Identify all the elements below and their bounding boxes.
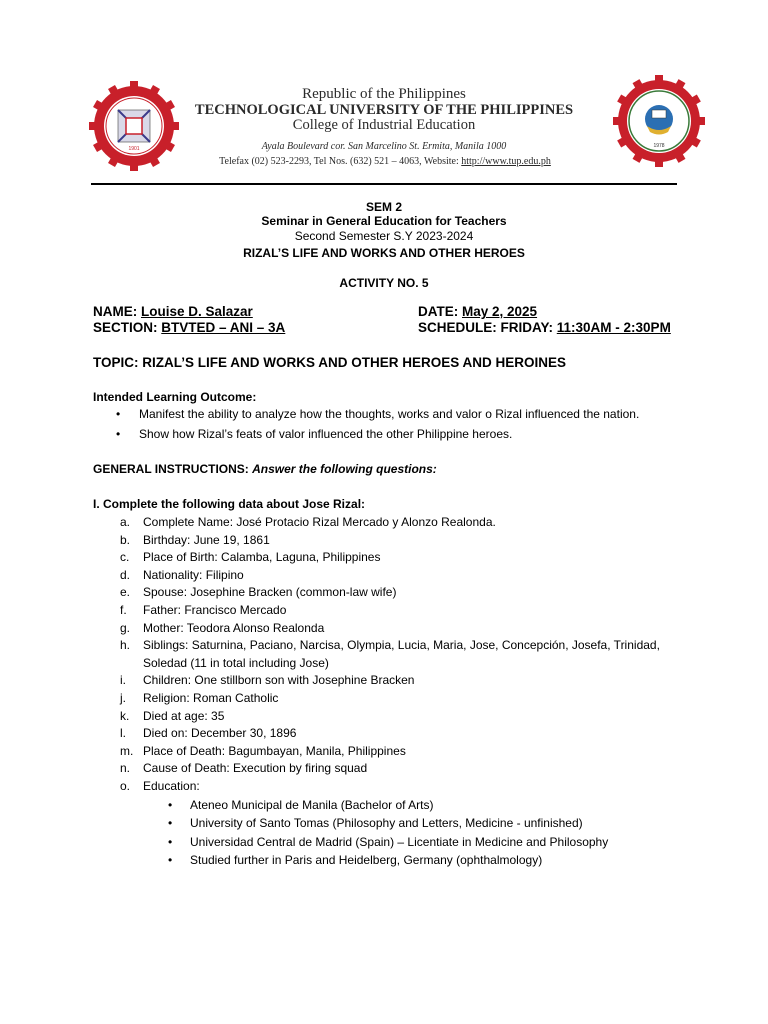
education-item-text: Universidad Central de Madrid (Spain) – Licentiate in Medicine and Philosophy [190, 834, 609, 849]
item-label: c. [120, 550, 130, 565]
item-text: Spouse: Josephine Bracken (common-law wife) [143, 585, 397, 600]
date-label: DATE: [418, 304, 462, 319]
schedule-field [418, 320, 671, 335]
header-republic: Republic of the Philippines [302, 86, 466, 102]
item-text: Siblings: Saturnina, Paciano, Narcisa, Olympia, Lucia, Maria, Jose, Concepción, Josefa, Trinidad, [143, 638, 660, 653]
svg-text:1901: 1901 [128, 146, 140, 152]
list-item [120, 514, 680, 532]
item-label: i. [120, 673, 126, 688]
name-field [93, 304, 253, 319]
item-text: Education: [143, 778, 200, 793]
section-label: SECTION: [93, 320, 162, 335]
schedule-label: SCHEDULE: FRIDAY: [418, 320, 557, 335]
list-item [120, 602, 680, 620]
education-item-text: Ateneo Municipal de Manila (Bachelor of Arts) [190, 798, 434, 812]
item-text: Died at age: 35 [143, 708, 225, 723]
item-label: j. [120, 690, 126, 705]
item-text: Cause of Death: Execution by firing squad [143, 761, 368, 776]
education-item-text: Studied further in Paris and Heidelberg, Germany (ophthalmology) [190, 852, 543, 867]
sem-label: SEM 2 [365, 200, 402, 214]
education-item [168, 834, 688, 852]
activity-label: ACTIVITY NO. 5 [339, 276, 429, 290]
item-label: a. [120, 515, 131, 529]
bullet-icon: • [168, 834, 173, 849]
ilo-item-text: Manifest the ability to analyze how the thoughts, works and valor o Rizal influenced the nation. [139, 407, 640, 421]
item-label: e. [120, 585, 131, 600]
bullet-icon: • [168, 852, 173, 867]
list-item [120, 760, 680, 778]
item-text: Place of Birth: Calamba, Laguna, Philippines [143, 550, 381, 565]
item-text: Nationality: Filipino [143, 567, 244, 582]
bullet-icon: • [116, 407, 121, 421]
date-field [418, 304, 537, 319]
item-text: Mother: Teodora Alonso Realonda [143, 620, 325, 635]
course-title: Seminar in General Education for Teachers [261, 214, 507, 228]
section-field [93, 320, 285, 335]
item-text: Father: Francisco Mercado [143, 602, 287, 617]
tup-seal-logo [88, 80, 180, 172]
instructions-text: Answer the following questions: [252, 462, 437, 476]
item-label: g. [120, 620, 131, 635]
section-value: BTVTED – ANI – 3A [161, 320, 286, 335]
schedule-value: 11:30AM - 2:30PM [556, 320, 671, 335]
education-item [168, 797, 688, 815]
bullet-icon: • [168, 816, 173, 831]
item-label: d. [120, 567, 131, 582]
header-divider [91, 183, 677, 185]
header-address: Ayala Boulevard cor. San Marcelino St. Ermita, Manila 1000 [261, 141, 507, 152]
list-item [120, 778, 680, 796]
list-item [120, 672, 680, 690]
instructions-label: GENERAL INSTRUCTIONS: [93, 462, 253, 476]
name-label: NAME: [93, 304, 141, 319]
item-label: o. [120, 778, 131, 793]
list-item [120, 567, 680, 585]
list-item [120, 708, 680, 726]
ilo-item-text: Show how Rizal’s feats of valor influenced the other Philippine heroes. [139, 427, 513, 441]
item-text: Religion: Roman Catholic [143, 690, 279, 705]
name-value: Louise D. Salazar [141, 304, 253, 319]
website-link[interactable]: http://www.tup.edu.ph [461, 156, 551, 167]
item-text: Complete Name: José Protacio Rizal Mercado y Alonzo Realonda. [143, 515, 496, 529]
ilo-item [116, 406, 676, 426]
list-item [120, 637, 680, 672]
list-item [120, 620, 680, 638]
item-label: k. [120, 708, 130, 723]
general-instructions [93, 462, 437, 476]
item-text: Children: One stillborn son with Josephine Bracken [143, 673, 415, 688]
contact-text: Telefax (02) 523-2293, Tel Nos. (632) 521 – 4063, Website: [219, 156, 462, 167]
item-label: m. [120, 743, 134, 758]
item-text: Birthday: June 19, 1861 [143, 532, 270, 547]
header-university: TECHNOLOGICAL UNIVERSITY OF THE PHILIPPINES [194, 102, 574, 118]
topic-heading: TOPIC: RIZAL’S LIFE AND WORKS AND OTHER HEROES AND HEROINES [93, 355, 567, 370]
list-item [120, 725, 680, 743]
ilo-item [116, 426, 676, 446]
item-label: f. [120, 602, 127, 617]
list-item [120, 584, 680, 602]
education-item [168, 852, 688, 870]
semester-label: Second Semester S.Y 2023-2024 [294, 229, 474, 243]
lesson-title: RIZAL’S LIFE AND WORKS AND OTHER HEROES [243, 246, 525, 260]
bullet-icon: • [116, 427, 121, 441]
bullet-icon: • [168, 798, 173, 812]
header-contact [170, 156, 600, 167]
svg-text:1978: 1978 [653, 143, 665, 149]
list-item [120, 532, 680, 550]
education-item-text: University of Santo Tomas (Philosophy and Letters, Medicine - unfinished) [190, 816, 583, 831]
item-text: Died on: December 30, 1896 [143, 726, 297, 741]
section1-heading: I. Complete the following data about Jose Rizal: [93, 497, 366, 511]
item-label: h. [120, 638, 131, 653]
list-item [120, 549, 680, 567]
rizal-data-list [120, 514, 680, 796]
list-item [120, 743, 680, 761]
item-text-continued: Soledad (11 in total including Jose) [143, 655, 329, 670]
education-list [168, 797, 688, 870]
cie-seal-logo [612, 74, 706, 168]
list-item [120, 690, 680, 708]
header-college: College of Industrial Education [292, 117, 476, 133]
education-item [168, 815, 688, 833]
item-label: b. [120, 532, 131, 547]
item-label: l. [120, 726, 126, 741]
ilo-list [116, 406, 676, 446]
item-text: Place of Death: Bagumbayan, Manila, Philippines [143, 743, 406, 758]
item-label: n. [120, 761, 131, 776]
ilo-heading: Intended Learning Outcome: [93, 390, 257, 404]
date-value: May 2, 2025 [462, 304, 538, 319]
